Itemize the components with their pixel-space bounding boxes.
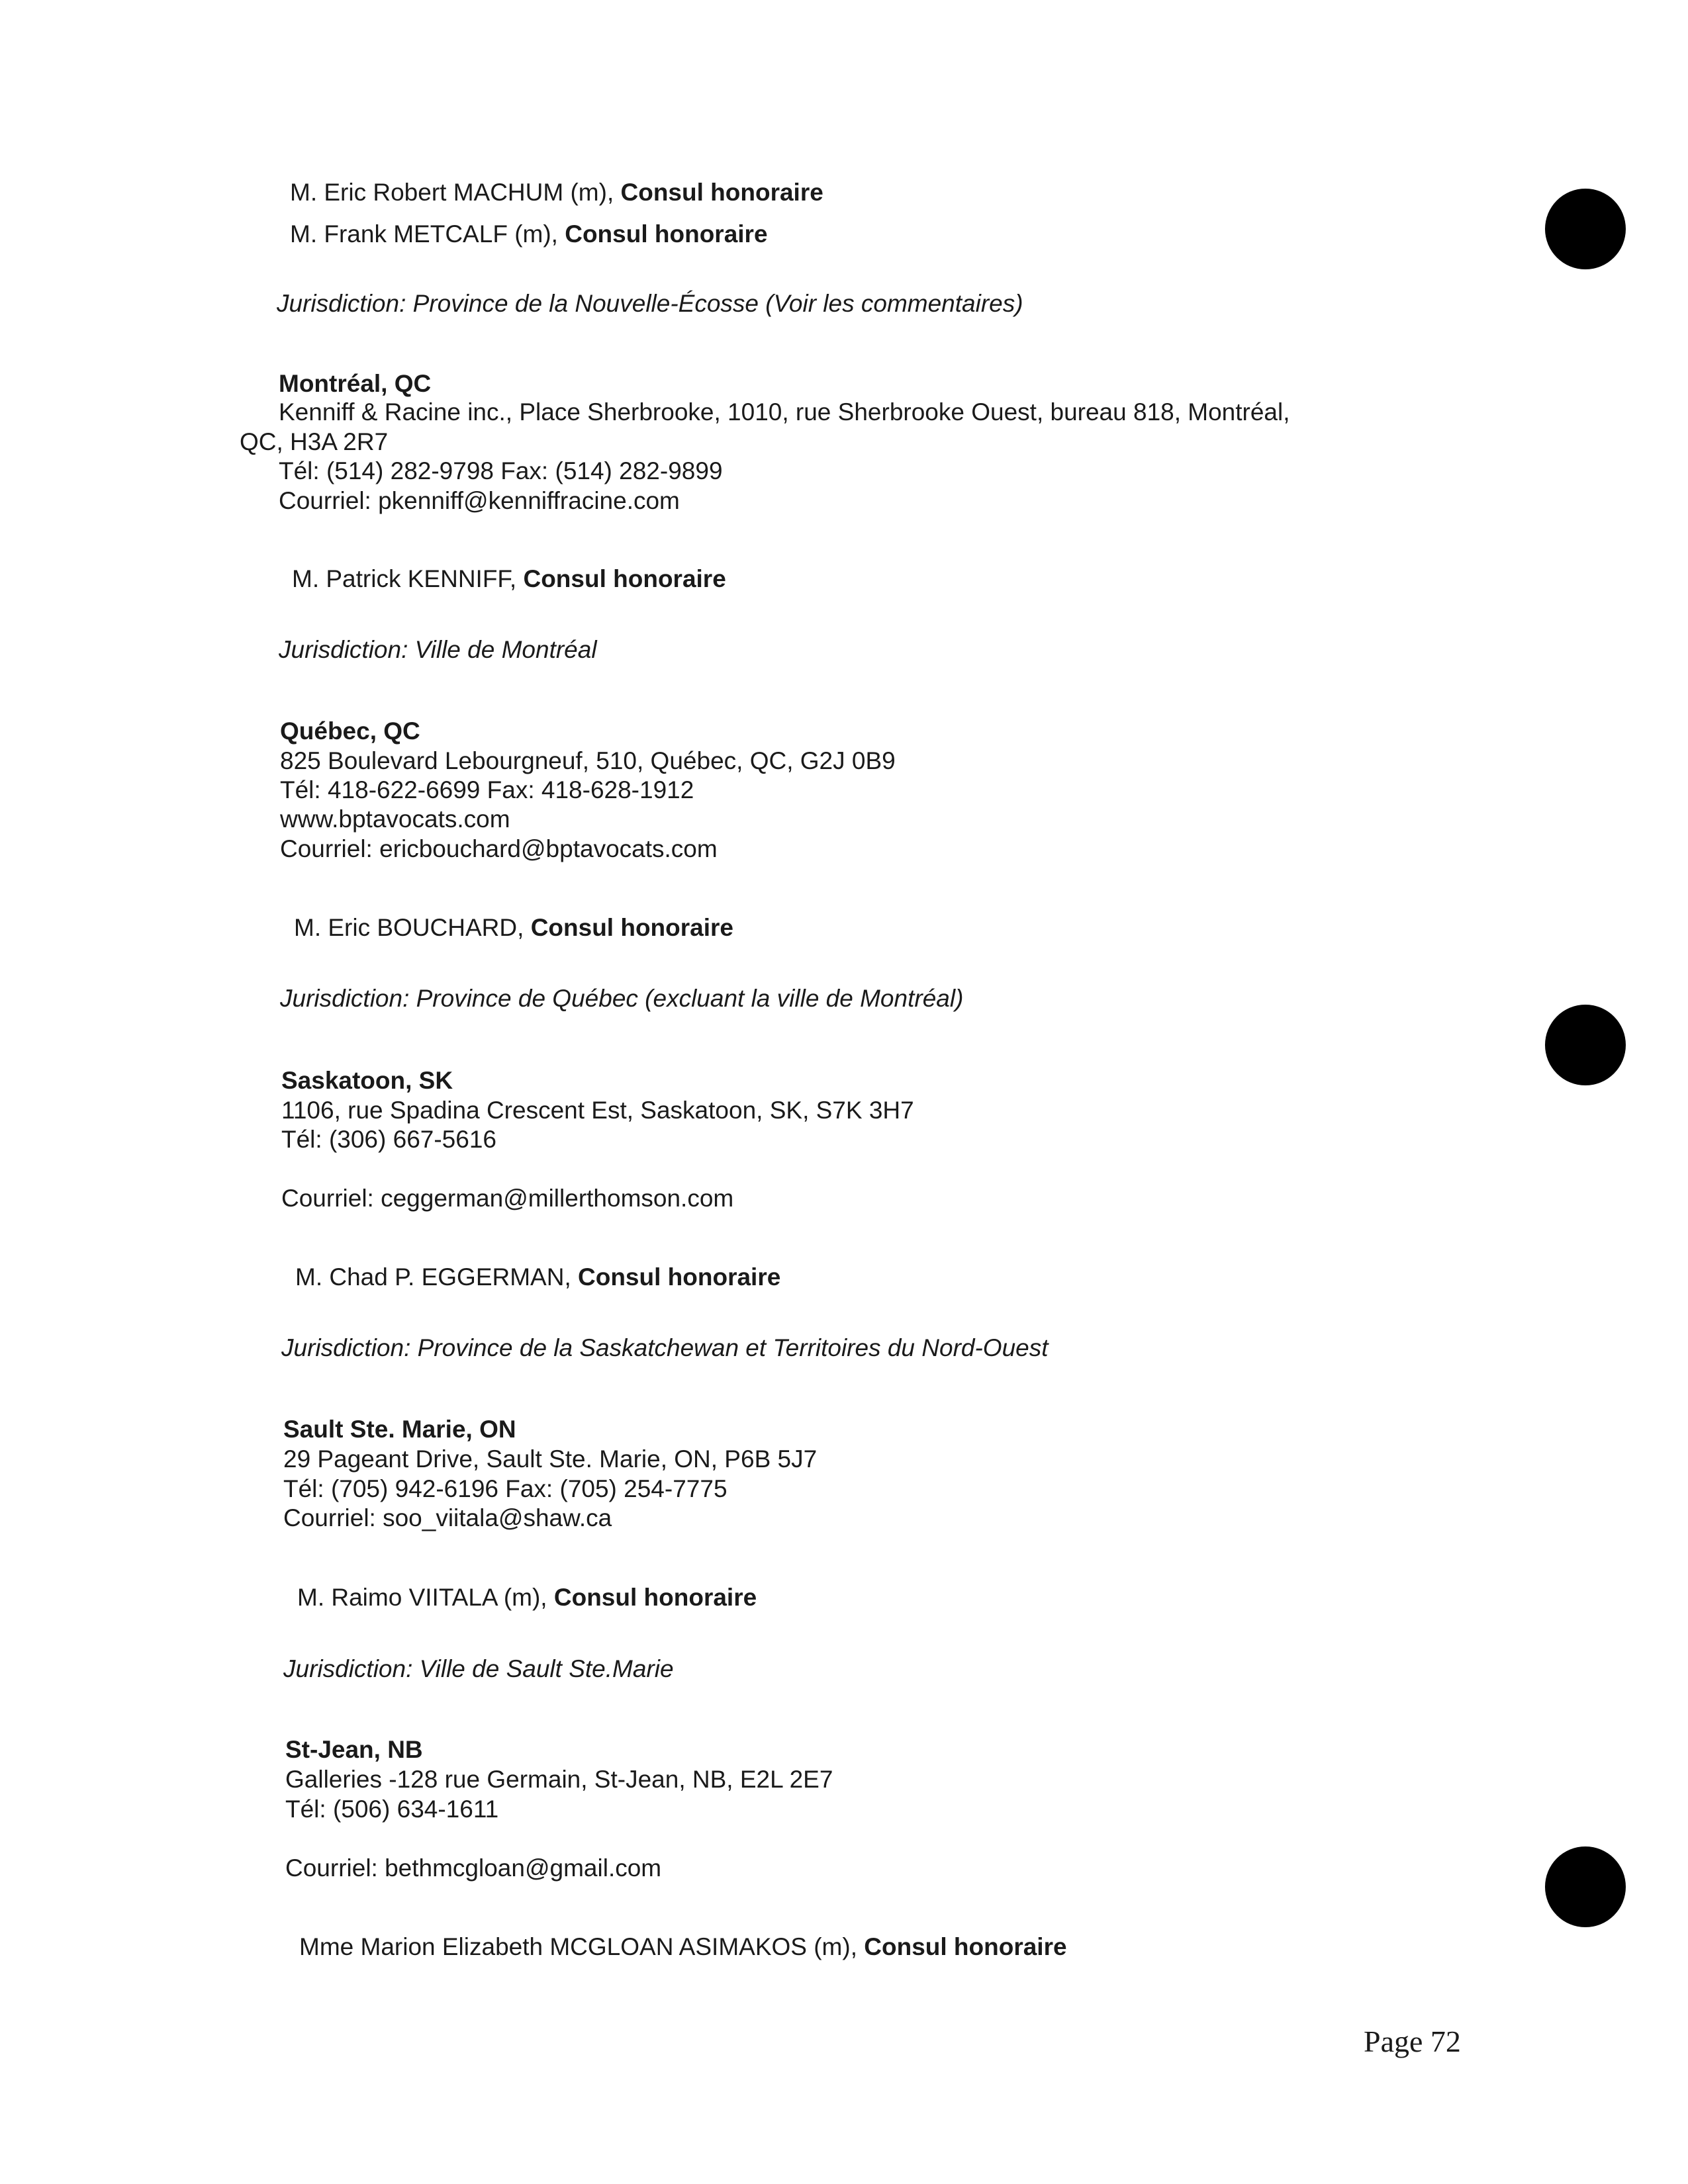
consul-name: M. Raimo VIITALA (m), — [297, 1584, 554, 1611]
address-line: Kenniff & Racine inc., Place Sherbrooke, 1010, rue Sherbrooke Ouest, bureau 818, Montréal, — [279, 398, 1290, 426]
address-line: Galleries -128 rue Germain, St-Jean, NB, E2L 2E7 — [285, 1766, 833, 1793]
phone-line: Tél: 418-622-6699 Fax: 418-628-1912 — [280, 776, 694, 803]
address-line: 825 Boulevard Lebourgneuf, 510, Québec, QC, G2J 0B9 — [280, 747, 896, 774]
consul-title: Consul honoraire — [864, 1933, 1067, 1960]
consul-title: Consul honoraire — [620, 179, 823, 206]
consul-line — [299, 1933, 1067, 1962]
address-line: QC, H3A 2R7 — [240, 428, 389, 455]
punch-hole-top — [1545, 189, 1626, 269]
consul-title: Consul honoraire — [553, 1584, 757, 1611]
email-line: Courriel: ericbouchard@bptavocats.com — [280, 835, 718, 862]
consul-name: M. Patrick KENNIFF, — [292, 565, 524, 592]
consul-line — [292, 565, 726, 594]
consul-title: Consul honoraire — [565, 220, 768, 248]
phone-line: Tél: (514) 282-9798 Fax: (514) 282-9899 — [279, 457, 723, 484]
consul-name: M. Frank METCALF (m), — [290, 220, 565, 248]
city-heading: Sault Ste. Marie, ON — [283, 1416, 516, 1443]
jurisdiction: Jurisdiction: Province de Québec (excluant la ville de Montréal) — [280, 985, 964, 1012]
email-line: Courriel: soo_viitala@shaw.ca — [283, 1504, 612, 1531]
city-heading: Montréal, QC — [279, 370, 432, 397]
website-line: www.bptavocats.com — [280, 805, 510, 833]
jurisdiction: Jurisdiction: Ville de Sault Ste.Marie — [283, 1655, 674, 1682]
punch-hole-middle — [1545, 1005, 1626, 1085]
phone-line: Tél: (705) 942-6196 Fax: (705) 254-7775 — [283, 1475, 727, 1502]
phone-line: Tél: (306) 667-5616 — [281, 1126, 496, 1153]
consul-name: Mme Marion Elizabeth MCGLOAN ASIMAKOS (m), — [299, 1933, 865, 1960]
page-number: Page 72 — [1364, 2025, 1461, 2058]
email-line: Courriel: bethmcgloan@gmail.com — [285, 1854, 662, 1882]
consul-line — [294, 913, 733, 942]
consul-line — [295, 1263, 780, 1292]
address-line: 1106, rue Spadina Crescent Est, Saskatoon, SK, S7K 3H7 — [281, 1097, 914, 1124]
punch-hole-bottom — [1545, 1846, 1626, 1927]
jurisdiction: Jurisdiction: Province de la Nouvelle-Écosse (Voir les commentaires) — [277, 290, 1023, 317]
consul-name: M. Eric Robert MACHUM (m), — [290, 179, 621, 206]
city-heading: Saskatoon, SK — [281, 1067, 453, 1094]
jurisdiction: Jurisdiction: Province de la Saskatchewan et Territoires du Nord-Ouest — [281, 1334, 1049, 1361]
email-line: Courriel: ceggerman@millerthomson.com — [281, 1185, 734, 1212]
consul-line — [290, 220, 768, 249]
email-line: Courriel: pkenniff@kenniffracine.com — [279, 487, 680, 514]
consul-title: Consul honoraire — [523, 565, 726, 592]
jurisdiction: Jurisdiction: Ville de Montréal — [279, 636, 597, 663]
consul-name: M. Chad P. EGGERMAN, — [295, 1263, 578, 1291]
consul-title: Consul honoraire — [530, 914, 733, 941]
consul-title: Consul honoraire — [578, 1263, 781, 1291]
address-line: 29 Pageant Drive, Sault Ste. Marie, ON, P6B 5J7 — [283, 1445, 818, 1473]
consul-line — [290, 178, 823, 207]
consul-name: M. Eric BOUCHARD, — [294, 914, 531, 941]
consul-line — [297, 1583, 757, 1612]
phone-line: Tél: (506) 634-1611 — [285, 1796, 499, 1823]
city-heading: St-Jean, NB — [285, 1736, 423, 1763]
city-heading: Québec, QC — [280, 717, 420, 745]
